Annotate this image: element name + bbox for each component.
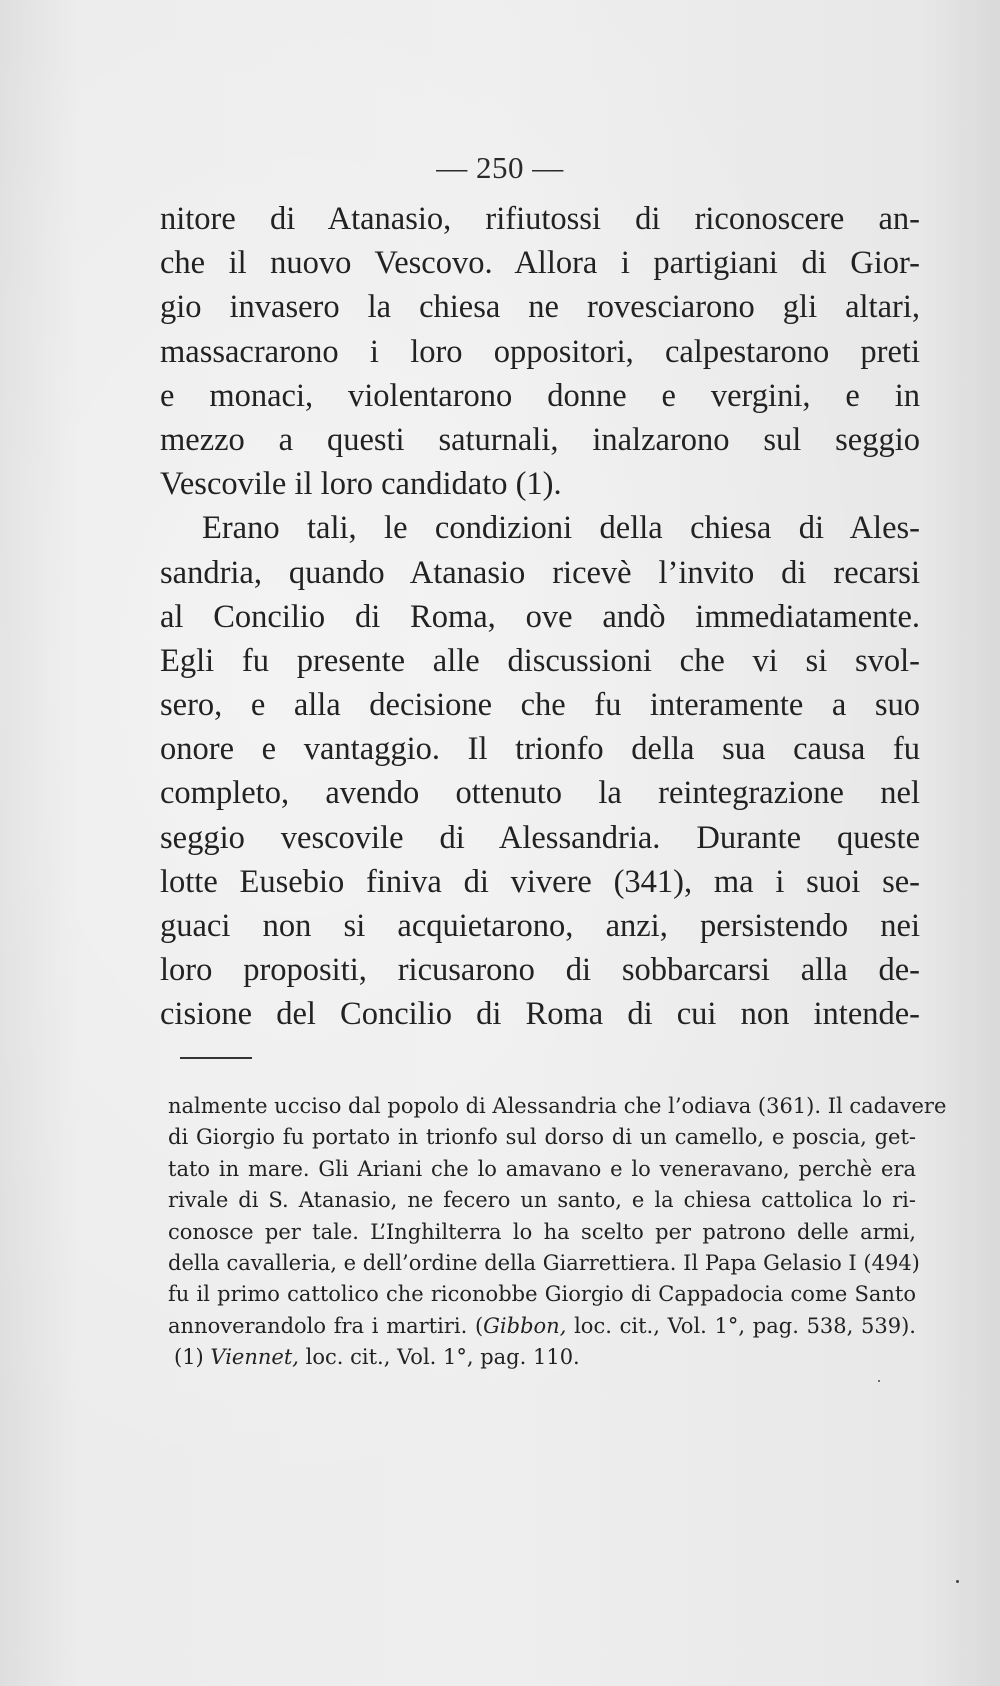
reference-author: Gibbon, bbox=[483, 1313, 567, 1338]
text-line: Erano tali, le condizioni della chiesa di Ales- bbox=[202, 510, 920, 547]
footnote-citation: loc. cit., Vol. 1°, pag. 110. bbox=[298, 1345, 580, 1370]
footnote-author: Viennet, bbox=[210, 1345, 299, 1370]
text-line: cisione del Concilio di Roma di cui non intende- bbox=[160, 996, 920, 1033]
text-line: massacrarono i loro oppositori, calpestarono preti bbox=[160, 333, 920, 370]
text-line: al Concilio di Roma, ove andò immediatamente. bbox=[160, 598, 920, 635]
footnotes bbox=[168, 1091, 947, 1374]
footnote-line: nalmente ucciso dal popolo di Alessandria che l’odiava (361). Il cadavere bbox=[168, 1094, 947, 1118]
footnote-line: conosce per tale. L’Inghilterra lo ha scelto per patrono delle armi, bbox=[168, 1219, 916, 1244]
reference-citation: loc. cit., Vol. 1°, pag. 538, 539). bbox=[566, 1313, 916, 1338]
text-line: completo, avendo ottenuto la reintegrazione nel bbox=[160, 775, 920, 812]
footnote-line: fu il primo cattolico che riconobbe Giorgio di Cappadocia come Santo bbox=[168, 1282, 916, 1307]
footnote-line: di Giorgio fu portato in trionfo sul dorso di un camello, e poscia, get- bbox=[168, 1125, 916, 1150]
text-line: lotte Eusebio finiva di vivere (341), ma i suoi se- bbox=[160, 863, 920, 900]
text-line: sero, e alla decisione che fu interamente a suo bbox=[160, 687, 920, 724]
text-line: sandria, quando Atanasio ricevè l’invito di recarsi bbox=[160, 554, 920, 591]
footnote-line: tato in mare. Gli Ariani che lo amavano e lo veneravano, perchè era bbox=[168, 1156, 916, 1181]
main-text bbox=[160, 197, 920, 1037]
paper-speck bbox=[956, 1580, 959, 1583]
footnote-line: rivale di S. Atanasio, ne fecero un santo, e la chiesa cattolica lo ri- bbox=[168, 1188, 916, 1213]
text-line: seggio vescovile di Alessandria. Durante queste bbox=[160, 819, 920, 856]
footnote-marker: (1) bbox=[174, 1345, 211, 1370]
paper-speck bbox=[878, 1380, 880, 1382]
footnote-line: della cavalleria, e dell’ordine della Giarrettiera. Il Papa Gelasio I (494) bbox=[168, 1250, 920, 1275]
text-line: che il nuovo Vescovo. Allora i partigiani di Gior- bbox=[160, 245, 920, 282]
text-line: Vescovile il loro candidato (1). bbox=[160, 466, 562, 503]
text-line: onore e vantaggio. Il trionfo della sua causa fu bbox=[160, 731, 920, 768]
footnote-reference-line bbox=[168, 1311, 916, 1342]
reference-text: annoverandolo fra i martiri. ( bbox=[168, 1313, 484, 1338]
footnote-separator bbox=[180, 1057, 252, 1059]
text-line: Egli fu presente alle discussioni che vi si svol- bbox=[160, 642, 920, 679]
text-line: nitore di Atanasio, rifiutossi di riconoscere an- bbox=[160, 201, 920, 237]
text-line: guaci non si acquietarono, anzi, persistendo nei bbox=[160, 908, 920, 944]
text-line: e monaci, violentarono donne e vergini, e in bbox=[160, 377, 920, 414]
text-line: gio invasero la chiesa ne rovesciarono gli altari, bbox=[160, 289, 920, 326]
footnote-1 bbox=[168, 1342, 916, 1373]
text-line: loro propositi, ricusarono di sobbarcarsi alla de- bbox=[160, 952, 920, 989]
page-number: — 250 — bbox=[436, 150, 564, 185]
text-line: mezzo a questi saturnali, inalzarono sul seggio bbox=[160, 421, 920, 458]
